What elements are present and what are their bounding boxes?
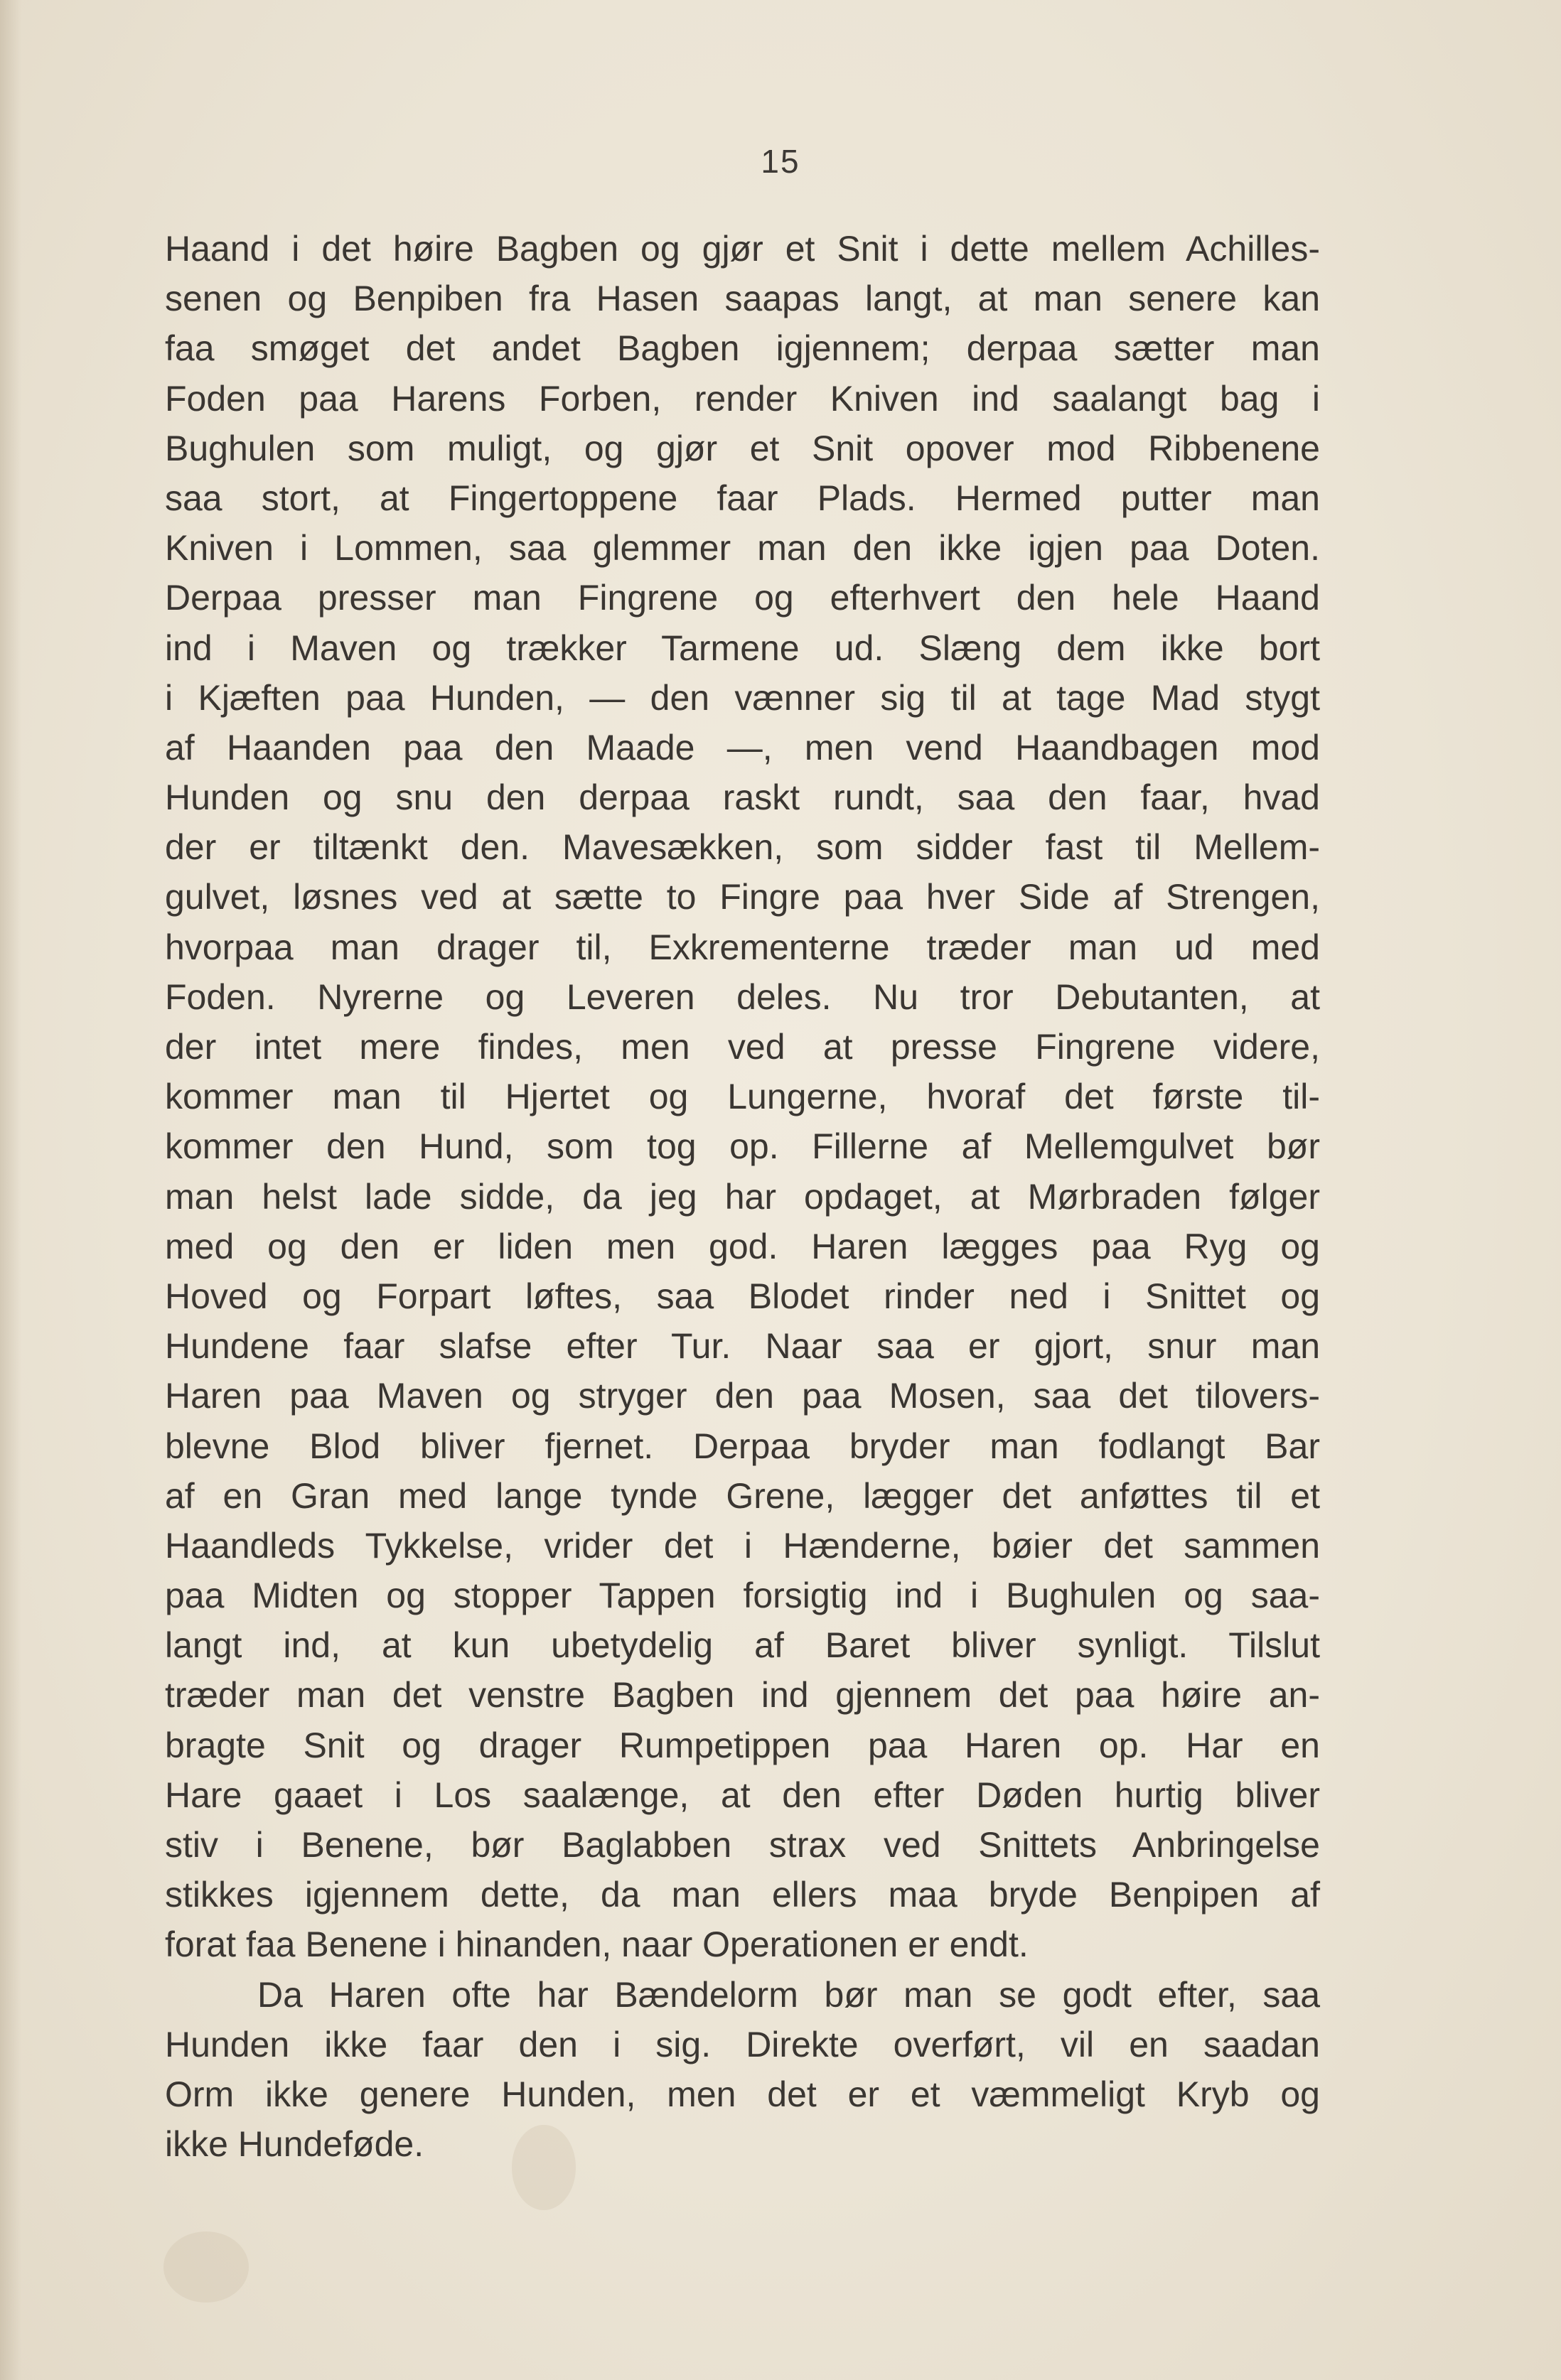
text-line: langt ind, at kun ubetydelig af Baret bliver synligt. Tilslut xyxy=(165,1625,1320,1666)
text-line: træder man det venstre Bagben ind gjennem det paa høire an- xyxy=(165,1675,1320,1716)
text-line: Hare gaaet i Los saalænge, at den efter Døden hurtig bliver xyxy=(165,1775,1320,1815)
text-line: Bughulen som muligt, og gjør et Snit opover mod Ribbenene xyxy=(165,428,1320,468)
text-line: bragte Snit og drager Rumpetippen paa Haren op. Har en xyxy=(165,1725,1320,1765)
text-line: Da Haren ofte har Bændelorm bør man se godt efter, saa xyxy=(257,1974,1320,2015)
text-line: gulvet, løsnes ved at sætte to Fingre paa hver Side af Strengen, xyxy=(165,877,1320,917)
text-line: hvorpaa man drager til, Exkrementerne træder man ud med xyxy=(165,927,1320,967)
text-line: der intet mere findes, men ved at presse Fingrene videre, xyxy=(165,1027,1320,1067)
text-line: af Haanden paa den Maade —, men vend Haandbagen mod xyxy=(165,727,1320,768)
text-line: Orm ikke genere Hunden, men det er et væmmeligt Kryb og xyxy=(165,2074,1320,2114)
text-line: Hoved og Forpart løftes, saa Blodet rinder ned i Snittet og xyxy=(165,1276,1320,1316)
paper-stain xyxy=(163,2231,249,2303)
text-line: Derpaa presser man Fingrene og efterhvert den hele Haand xyxy=(165,578,1320,618)
text-line: der er tiltænkt den. Mavesækken, som sidder fast til Mellem- xyxy=(165,827,1320,868)
text-line: senen og Benpiben fra Hasen saapas langt, at man senere kan xyxy=(165,279,1320,319)
text-line: Hundene faar slafse efter Tur. Naar saa er gjort, snur man xyxy=(165,1326,1320,1367)
text-line: med og den er liden men god. Haren lægges paa Ryg og xyxy=(165,1226,1320,1266)
text-line: Hunden ikke faar den i sig. Direkte overført, vil en saadan xyxy=(165,2024,1320,2064)
text-line: faa smøget det andet Bagben igjennem; derpaa sætter man xyxy=(165,328,1320,369)
text-line: Hunden og snu den derpaa raskt rundt, saa den faar, hvad xyxy=(165,777,1320,818)
text-line: Foden. Nyrerne og Leveren deles. Nu tror Debutanten, at xyxy=(165,976,1320,1017)
text-line: i Kjæften paa Hunden, — den vænner sig til at tage Mad stygt xyxy=(165,677,1320,718)
text-line: Haandleds Tykkelse, vrider det i Hænderne, bøier det sammen xyxy=(165,1525,1320,1566)
text-line: saa stort, at Fingertoppene faar Plads. Hermed putter man xyxy=(165,478,1320,518)
text-line: Haand i det høire Bagben og gjør et Snit i dette mellem Achilles- xyxy=(165,229,1320,269)
text-line: Haren paa Maven og stryger den paa Mosen, saa det tilovers- xyxy=(165,1376,1320,1416)
page-edge-shadow xyxy=(0,0,21,2380)
text-line: blevne Blod bliver fjernet. Derpaa bryder man fodlangt Bar xyxy=(165,1426,1320,1466)
text-line: man helst lade sidde, da jeg har opdaget, at Mørbraden følger xyxy=(165,1176,1320,1217)
body-text xyxy=(165,224,1320,2169)
text-line: forat faa Benene i hinanden, naar Operationen er endt. xyxy=(165,1924,1029,1965)
text-line: stikkes igjennem dette, da man ellers maa bryde Benpipen af xyxy=(165,1875,1320,1915)
text-line: kommer den Hund, som tog op. Fillerne af Mellemgulvet bør xyxy=(165,1126,1320,1167)
page-number: 15 xyxy=(761,143,800,180)
text-line: Kniven i Lommen, saa glemmer man den ikke igjen paa Doten. xyxy=(165,528,1320,569)
text-line: Foden paa Harens Forben, render Kniven ind saalangt bag i xyxy=(165,378,1320,419)
text-line: kommer man til Hjertet og Lungerne, hvoraf det første til- xyxy=(165,1077,1320,1117)
text-line: ikke Hundeføde. xyxy=(165,2124,424,2165)
text-line: ind i Maven og trækker Tarmene ud. Slæng dem ikke bort xyxy=(165,628,1320,668)
text-line: paa Midten og stopper Tappen forsigtig ind i Bughulen og saa- xyxy=(165,1576,1320,1616)
text-line: stiv i Benene, bør Baglabben strax ved Snittets Anbringelse xyxy=(165,1825,1320,1865)
text-line: af en Gran med lange tynde Grene, lægger det anføttes til et xyxy=(165,1475,1320,1516)
